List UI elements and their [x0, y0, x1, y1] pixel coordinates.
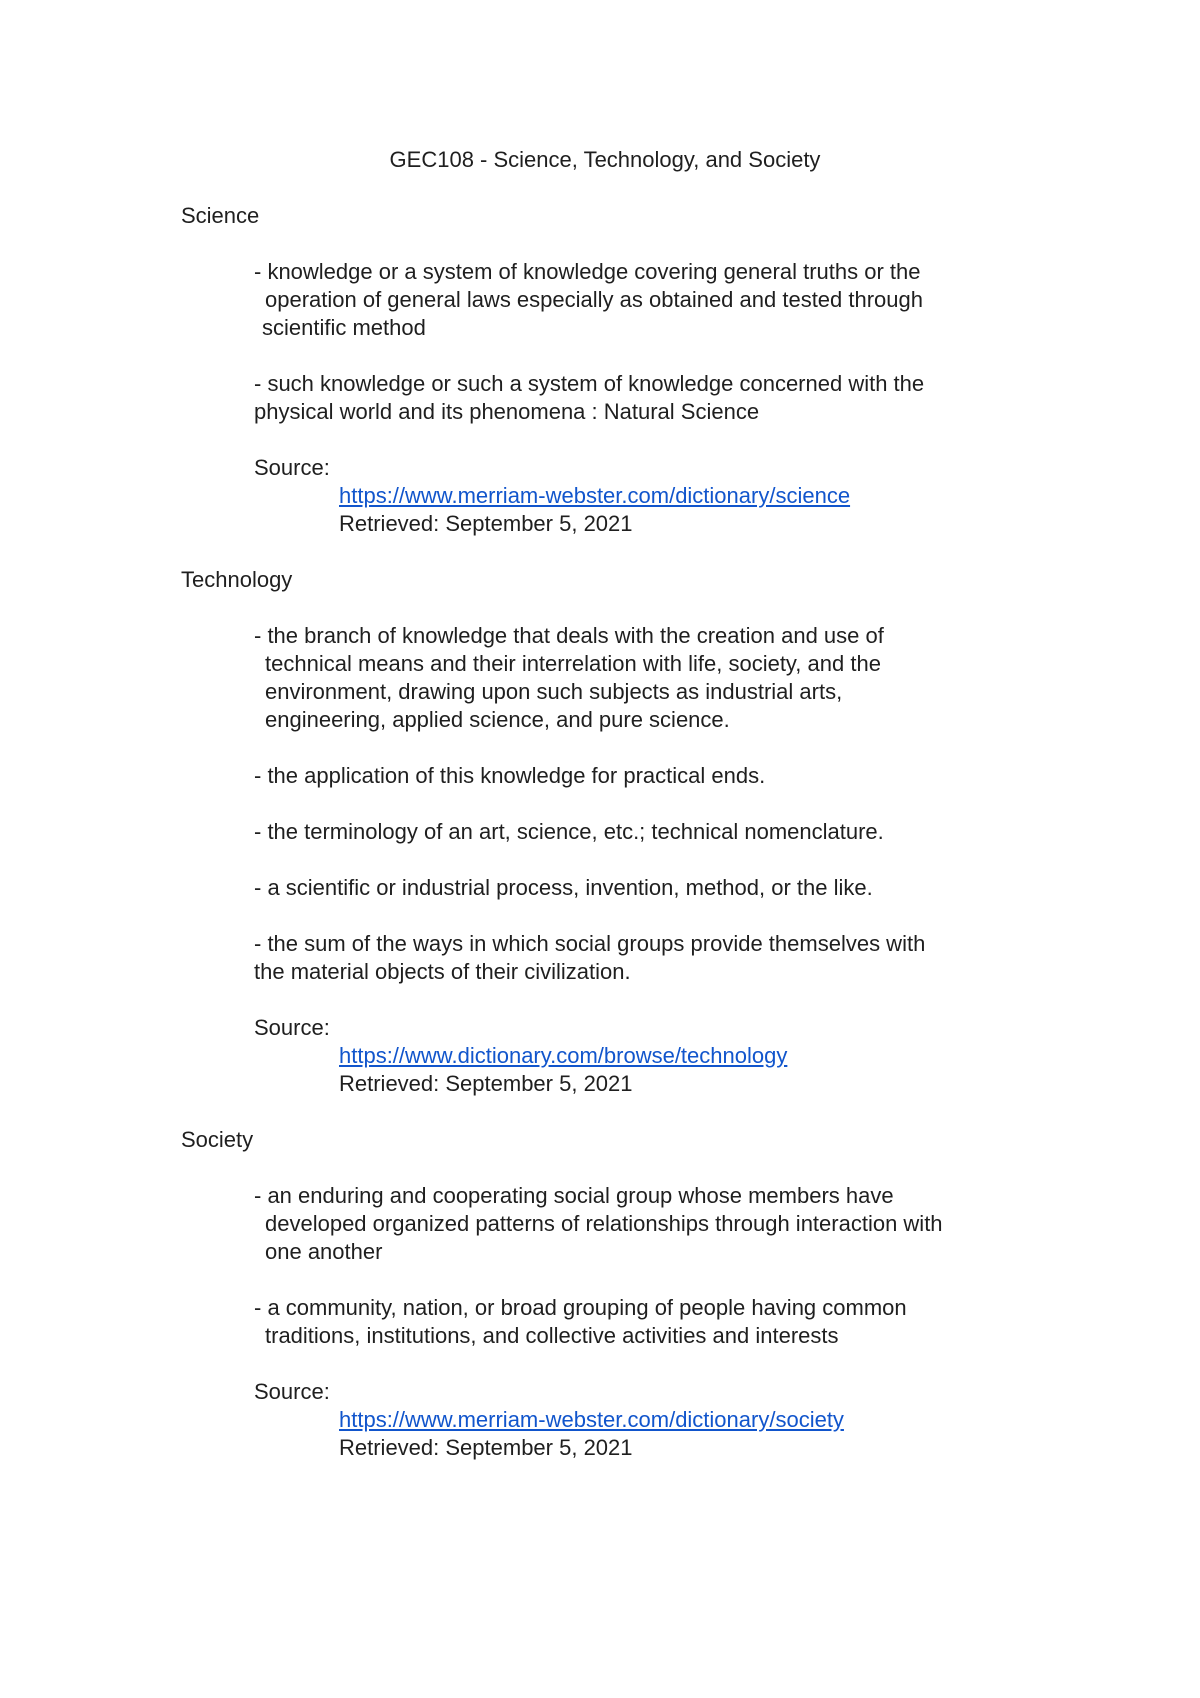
science-source-label: Source:: [254, 455, 330, 480]
definition-line: - knowledge or a system of knowledge covering general truths or the: [254, 259, 921, 284]
technology-definition-3: [254, 818, 1029, 846]
definition-line: engineering, applied science, and pure science.: [265, 707, 730, 732]
definition-line: scientific method: [262, 315, 426, 340]
technology-definition-2: [254, 762, 1029, 790]
section-heading-science: Science: [181, 203, 260, 228]
technology-source-link[interactable]: https://www.dictionary.com/browse/technology: [339, 1043, 788, 1068]
definition-line: - the branch of knowledge that deals with the creation and use of: [254, 623, 884, 648]
science-retrieved-date: Retrieved: September 5, 2021: [339, 511, 633, 536]
definition-line: - a community, nation, or broad grouping of people having common: [254, 1295, 907, 1320]
definition-line: - the application of this knowledge for practical ends.: [254, 763, 766, 788]
definition-line: one another: [265, 1239, 383, 1264]
definition-line: environment, drawing upon such subjects as industrial arts,: [265, 679, 843, 704]
technology-source-label: Source:: [254, 1015, 330, 1040]
definition-line: technical means and their interrelation with life, society, and the: [265, 651, 881, 676]
society-source-link[interactable]: https://www.merriam-webster.com/dictionary/society: [339, 1407, 844, 1432]
science-definition-1: [254, 258, 1029, 342]
society-retrieved-date: Retrieved: September 5, 2021: [339, 1435, 633, 1460]
definition-line: the material objects of their civilization.: [254, 959, 631, 984]
section-heading-society: Society: [181, 1127, 254, 1152]
definition-line: physical world and its phenomena : Natural Science: [254, 399, 760, 424]
definition-line: - a scientific or industrial process, invention, method, or the like.: [254, 875, 873, 900]
definition-line: developed organized patterns of relationships through interaction with: [265, 1211, 943, 1236]
definition-line: - an enduring and cooperating social group whose members have: [254, 1183, 894, 1208]
definition-line: traditions, institutions, and collective activities and interests: [265, 1323, 839, 1348]
definition-line: - such knowledge or such a system of knowledge concerned with the: [254, 371, 925, 396]
technology-definition-1: [254, 622, 1029, 734]
science-source-link[interactable]: https://www.merriam-webster.com/dictionary/science: [339, 483, 851, 508]
section-heading-technology: Technology: [181, 567, 293, 592]
definition-line: operation of general laws especially as obtained and tested through: [265, 287, 924, 312]
society-definition-2: [254, 1294, 1029, 1350]
document-title: GEC108 - Science, Technology, and Society: [389, 147, 821, 172]
society-definition-1: [254, 1182, 1029, 1266]
technology-definition-5: [254, 930, 1029, 986]
technology-definition-4: [254, 874, 1029, 902]
definition-line: - the sum of the ways in which social groups provide themselves with: [254, 931, 926, 956]
technology-retrieved-date: Retrieved: September 5, 2021: [339, 1071, 633, 1096]
society-source-label: Source:: [254, 1379, 330, 1404]
definition-line: - the terminology of an art, science, etc.; technical nomenclature.: [254, 819, 884, 844]
science-definition-2: [254, 370, 1029, 426]
